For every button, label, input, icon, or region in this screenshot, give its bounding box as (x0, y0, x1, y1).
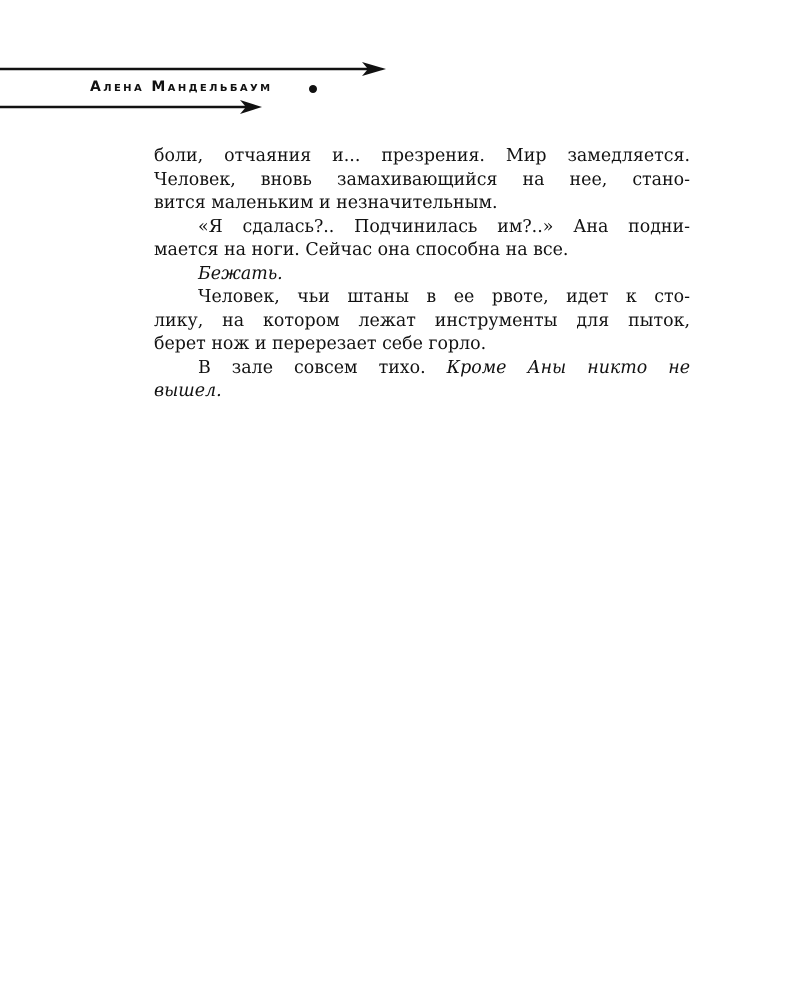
running-header (0, 58, 400, 116)
page-body (154, 145, 690, 404)
paragraph (154, 357, 690, 404)
text-line: Человек, чьи штаны в ее рвоте, идет к сто- (198, 287, 690, 307)
text-line (154, 380, 690, 404)
paragraph (154, 263, 690, 287)
italic-text: Бежать. (198, 263, 283, 284)
author-name: Алена Мандельбаум (90, 79, 273, 95)
paragraph (154, 216, 690, 263)
text-line: боли, отчаяния и... презрения. Мир замедляется. (154, 146, 690, 166)
text-line (154, 263, 690, 287)
text-line: Человек, вновь замахивающийся на нее, стано- (154, 169, 690, 190)
italic-text: вышел. (154, 381, 222, 401)
text-line: лику, на котором лежат инструменты для пыток, (154, 310, 690, 331)
text-line (154, 357, 690, 381)
text-line: мается на ноги. Сейчас она способна на все. (154, 240, 569, 260)
paragraph (154, 145, 690, 216)
text-line: берет нож и перерезает себе горло. (154, 334, 487, 354)
text-line: «Я сдалась?.. Подчинилась им?..» Ана подни- (198, 216, 690, 237)
italic-text: Кроме Аны никто не (446, 357, 691, 378)
paragraph (154, 286, 690, 357)
header-bullet-icon (309, 85, 317, 93)
text-line: вится маленьким и незначительным. (154, 193, 498, 213)
plain-text: В зале совсем тихо. (198, 357, 426, 378)
